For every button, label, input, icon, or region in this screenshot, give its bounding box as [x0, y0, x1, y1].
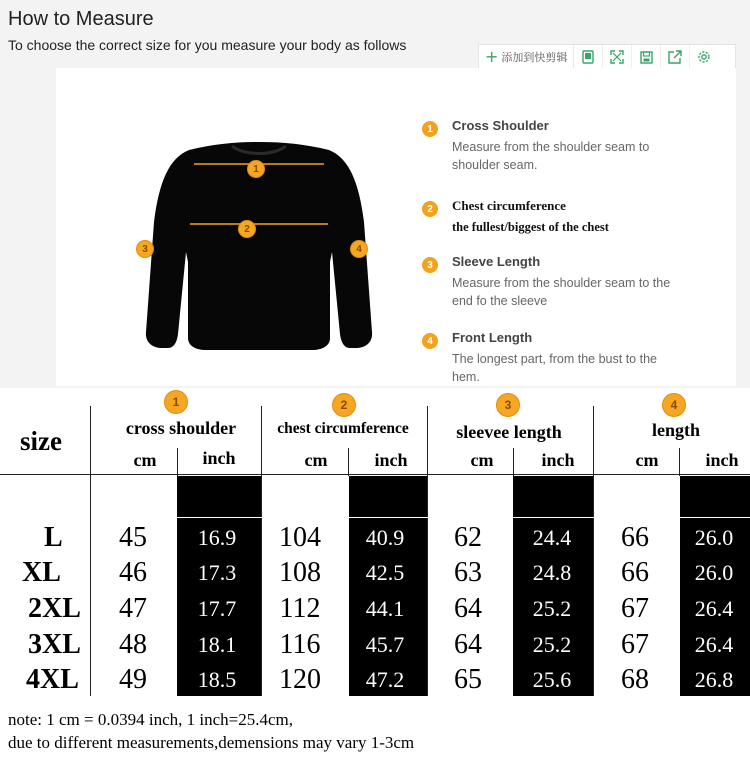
- cell-inch: 17.7: [197, 596, 237, 621]
- unit-cm: cm: [304, 450, 328, 470]
- cell-cm: 64: [454, 593, 482, 624]
- column-badge-3: 3: [496, 393, 520, 417]
- cell-inch: 26.4: [694, 596, 734, 621]
- inch-column-bg: [349, 476, 427, 696]
- phone-icon[interactable]: [574, 45, 603, 69]
- add-to-clip-button[interactable]: [479, 45, 574, 69]
- unit-inch: inch: [374, 450, 408, 470]
- cell-cm: 66: [621, 522, 649, 553]
- cell-cm: 104: [279, 522, 321, 553]
- marker-3: 3: [136, 240, 154, 258]
- cell-cm: 66: [621, 557, 649, 588]
- cell-inch: 40.9: [365, 525, 405, 550]
- cell-inch: 42.5: [365, 560, 405, 585]
- cell-cm: 120: [279, 664, 321, 695]
- divider: [261, 406, 262, 696]
- marker-2: 2: [238, 220, 256, 238]
- marker-1: 1: [247, 160, 265, 178]
- divider: [427, 406, 428, 696]
- plus-icon: +: [485, 47, 499, 66]
- size-table: [0, 388, 750, 700]
- unit-cm: cm: [133, 450, 157, 470]
- legend-badge: 2: [422, 201, 438, 217]
- row-size-label: 3XL: [28, 629, 81, 660]
- cell-cm: 48: [119, 629, 147, 660]
- legend-title: Cross Shoulder: [452, 118, 549, 133]
- legend-desc: Measure from the shoulder seam to shoulder seam.: [452, 140, 650, 172]
- cell-cm: 46: [119, 557, 147, 588]
- divider: [348, 448, 349, 476]
- cell-cm: 67: [621, 629, 649, 660]
- cell-cm: 62: [454, 522, 482, 553]
- row-size-label: XL: [22, 557, 61, 588]
- note-line-1: note: 1 cm = 0.0394 inch, 1 inch=25.4cm,: [8, 710, 293, 729]
- marker-4: 4: [350, 240, 368, 258]
- divider: [679, 448, 680, 476]
- legend-desc: The longest part, from the bust to the hem.: [452, 352, 657, 384]
- cell-inch: 26.0: [694, 560, 734, 585]
- divider: [90, 406, 91, 696]
- legend-badge: 1: [422, 121, 438, 137]
- cell-inch: 44.1: [365, 596, 405, 621]
- unit-inch: inch: [705, 450, 739, 470]
- cell-cm: 67: [621, 593, 649, 624]
- cell-inch: 24.4: [532, 525, 572, 550]
- cell-inch: 25.6: [532, 667, 572, 692]
- add-to-clip-label: 添加到快剪辑: [501, 51, 568, 64]
- legend-title: Front Length: [452, 330, 533, 345]
- cell-inch: 24.8: [532, 560, 572, 585]
- cell-inch: 25.2: [532, 632, 572, 657]
- cell-cm: 64: [454, 629, 482, 660]
- cell-inch: 45.7: [365, 632, 405, 657]
- settings-icon[interactable]: [690, 45, 718, 69]
- cell-cm: 68: [621, 664, 649, 695]
- clip-toolbar: [478, 44, 736, 70]
- cell-inch: 16.9: [197, 525, 237, 550]
- cell-cm: 108: [279, 557, 321, 588]
- column-header-length: length: [651, 420, 701, 440]
- legend-desc: Measure from the shoulder seam to the end fo the sleeve: [452, 276, 671, 308]
- inch-column-bg: [513, 476, 593, 696]
- cell-cm: 63: [454, 557, 482, 588]
- cell-inch: 26.0: [694, 525, 734, 550]
- page-subtitle: To choose the correct size for you measure your body as follows: [8, 37, 407, 53]
- cell-cm: 112: [279, 593, 321, 624]
- share-icon[interactable]: [661, 45, 690, 69]
- legend-title: Sleeve Length: [452, 254, 541, 269]
- cell-cm: 45: [119, 522, 147, 553]
- legend-desc: the fullest/biggest of the chest: [452, 220, 609, 234]
- unit-inch: inch: [541, 450, 575, 470]
- legend-badge: 3: [422, 257, 438, 273]
- cell-inch: 26.8: [694, 667, 734, 692]
- cell-inch: 18.5: [197, 667, 237, 692]
- page-title: How to Measure: [8, 8, 154, 30]
- unit-cm: cm: [470, 450, 494, 470]
- row-size-label: 2XL: [28, 593, 81, 624]
- row-size-label: 4XL: [26, 664, 79, 695]
- cell-cm: 65: [454, 664, 482, 695]
- note-line-2: due to different measurements,demensions may vary 1-3cm: [8, 733, 415, 752]
- cell-cm: 116: [279, 629, 321, 660]
- divider: [177, 448, 178, 476]
- inch-column-bg: [680, 476, 750, 696]
- legend-title: Chest circumference: [452, 198, 566, 213]
- cell-cm: 47: [119, 593, 147, 624]
- unit-inch: inch: [202, 448, 236, 468]
- cell-inch: 47.2: [365, 667, 405, 692]
- unit-cm: cm: [635, 450, 659, 470]
- column-badge-4: 4: [662, 393, 686, 417]
- cell-inch: 25.2: [532, 596, 572, 621]
- column-badge-2: 2: [332, 393, 356, 417]
- cell-cm: 49: [119, 664, 147, 695]
- expand-icon[interactable]: [603, 45, 632, 69]
- cell-inch: 26.4: [694, 632, 734, 657]
- save-icon[interactable]: [632, 45, 661, 69]
- row-separator: [177, 517, 750, 518]
- column-header-cross-shoulder: cross shoulder: [125, 418, 237, 438]
- cell-inch: 17.3: [197, 560, 237, 585]
- column-badge-1: 1: [164, 390, 188, 414]
- divider: [513, 448, 514, 476]
- divider: [593, 406, 594, 696]
- divider: [0, 474, 750, 475]
- inch-column-bg: [177, 476, 261, 696]
- row-size-label: L: [44, 522, 63, 553]
- column-header-sleeve: sleevee length: [456, 422, 562, 442]
- column-header-chest: chest circumference: [277, 420, 409, 437]
- cell-inch: 18.1: [197, 632, 237, 657]
- legend-badge: 4: [422, 333, 438, 349]
- size-header: size: [20, 426, 62, 456]
